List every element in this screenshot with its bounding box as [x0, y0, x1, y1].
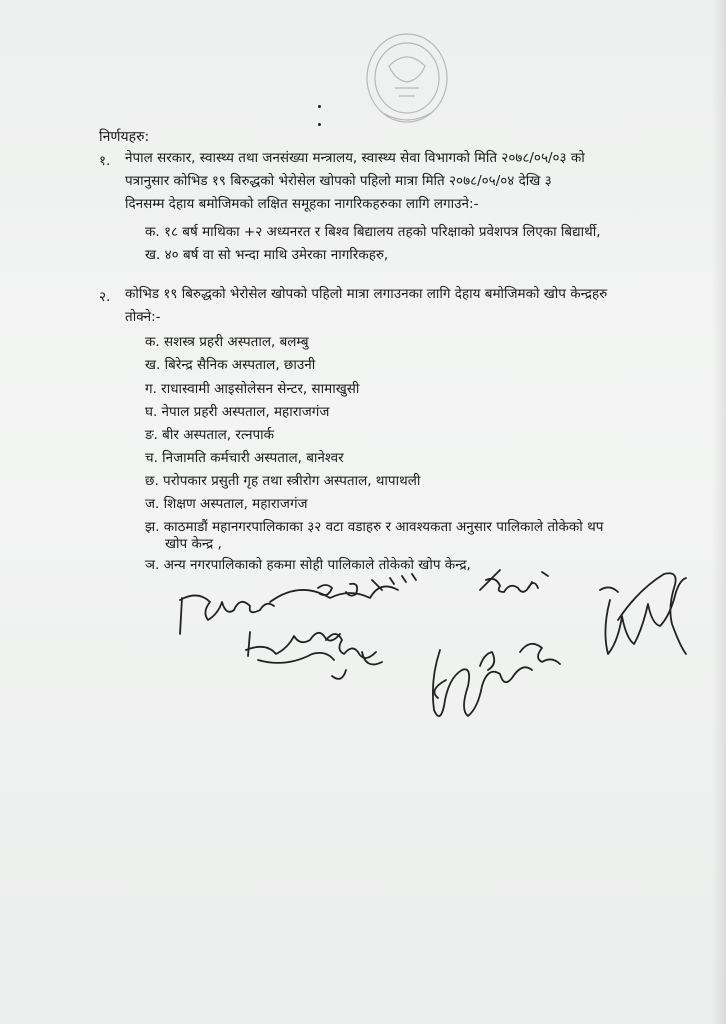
item-1-line: नेपाल सरकार, स्वास्थ्य तथा जनसंख्या मन्त्रालय, स्वास्थ्य सेवा विभागको मिति २०७८/०५/०३ को: [125, 150, 585, 166]
center-item: छ. परोपकार प्रसुती गृह तथा स्त्रीरोग अस्पताल, थापाथली: [145, 473, 421, 489]
center-item: ज. शिक्षण अस्पताल, महाराजगंज: [145, 496, 308, 512]
decisions-heading: निर्णयहरु:: [99, 129, 150, 145]
center-item: ङ. बीर अस्पताल, रत्नपार्क: [145, 427, 275, 443]
item-2-line: तोक्ने:-: [125, 309, 161, 325]
item-1-subitem: ख. ४० बर्ष वा सो भन्दा माथि उमेरका नागरिकहरु,: [145, 247, 389, 263]
center-item: घ. नेपाल प्रहरी अस्पताल, महाराजगंज: [145, 404, 330, 420]
office-seal: [355, 18, 460, 138]
mark-dot: [318, 123, 321, 126]
center-item: च. निजामति कर्मचारी अस्पताल, बानेश्वर: [145, 450, 344, 466]
item-1-number: १.: [99, 153, 111, 169]
center-item: ग. राधास्वामी आइसोलेसन सेन्टर, सामाखुसी: [145, 381, 360, 397]
mark-dot: [318, 105, 321, 108]
center-item: झ. काठमाडौं महानगरपालिकाका ३२ वटा वडाहरु र आवश्यकता अनुसार पालिकाले तोकेको थप: [145, 519, 604, 535]
item-1-line: पत्रानुसार कोभिड १९ बिरुद्धको भेरोसेल खोपको पहिलो मात्रा मिति २०७८/०५/०४ देखि ३: [125, 173, 552, 189]
item-2-number: २.: [99, 289, 111, 305]
item-2-line: कोभिड १९ बिरुद्धको भेरोसेल खोपको पहिलो मात्रा लगाउनका लागि देहाय बमोजिमको खोप केन्द्रहरु: [125, 286, 608, 302]
page-edge-shadow: [712, 0, 726, 1024]
signatures: [150, 560, 710, 770]
center-item: खोप केन्द्र ,: [165, 536, 222, 552]
center-item: ञ. अन्य नगरपालिकाको हकमा सोही पालिकाले तोकेको खोप केन्द्र,: [145, 557, 471, 573]
item-1-text: [125, 147, 685, 216]
item-1-line: दिनसम्म देहाय बमोजिमको लक्षित समूहका नागरिकहरुका लागि लगाउने:-: [125, 196, 479, 212]
item-1-subitem: क. १८ बर्ष माथिका +२ अध्यनरत र बिश्व बिद्यालय तहको परिक्षाको प्रवेशपत्र लिएका बिद्यार्थी,: [145, 224, 601, 240]
center-item: क. सशस्त्र प्रहरी अस्पताल, बलम्बु: [145, 334, 309, 350]
item-2-text: [125, 283, 685, 329]
center-item: ख. बिरेन्द्र सैनिक अस्पताल, छाउनी: [145, 357, 316, 373]
